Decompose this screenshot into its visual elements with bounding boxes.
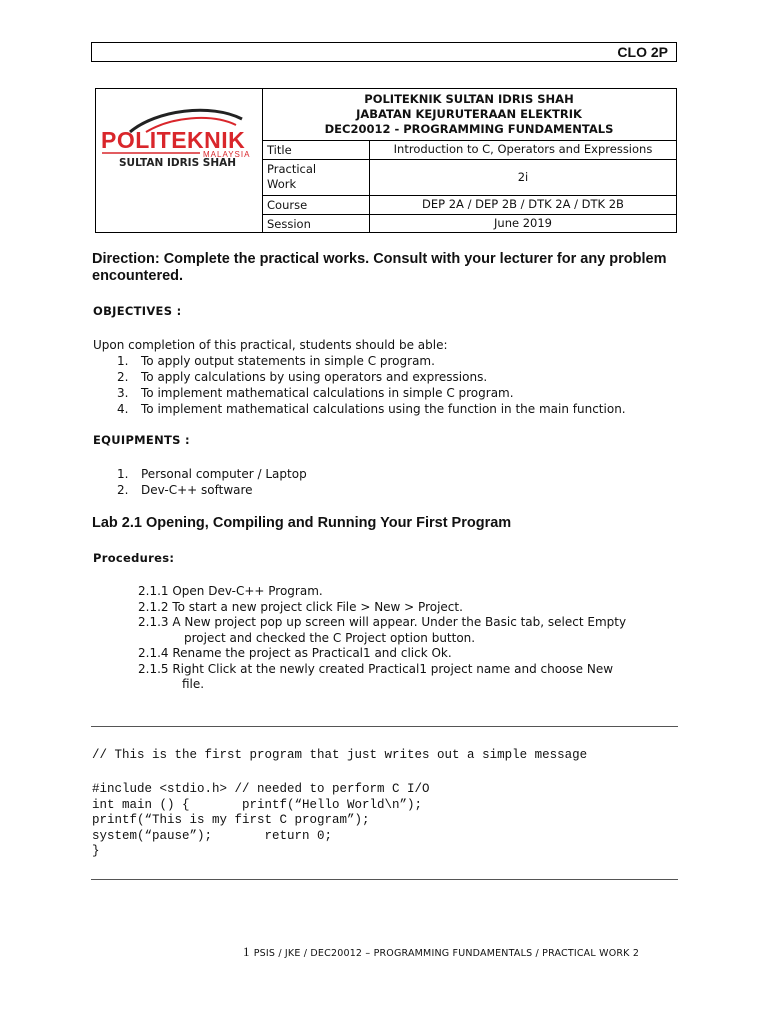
row-session-value: June 2019 bbox=[369, 215, 676, 233]
row-course-value: DEP 2A / DEP 2B / DTK 2A / DTK 2B bbox=[369, 196, 676, 214]
code-line: system(“pause”); return 0; bbox=[92, 828, 333, 843]
row-course-key: Course bbox=[267, 198, 308, 212]
procedure-step: 2.1.2 To start a new project click File > New > Project. bbox=[138, 599, 463, 614]
row-session bbox=[262, 214, 676, 233]
procedure-step-line2: file. bbox=[182, 677, 205, 691]
item-text: Personal computer / Laptop bbox=[141, 467, 307, 481]
department-name: JABATAN KEJURUTERAAN ELEKTRIK bbox=[356, 107, 582, 121]
page-footer bbox=[243, 944, 639, 960]
page-number: 1 bbox=[243, 944, 250, 959]
procedure-step bbox=[138, 662, 678, 693]
header-table bbox=[95, 88, 677, 233]
logo-country: MALAYSIA bbox=[203, 150, 251, 159]
procedure-step-line1: 2.1.3 A New project pop up screen will appear. Under the Basic tab, select Empty bbox=[138, 615, 627, 629]
clo-label: CLO 2P bbox=[617, 44, 668, 60]
direction-text: Direction: Complete the practical works. Consult with your lecturer for any problem encountered. bbox=[92, 251, 667, 284]
row-title-key: Title bbox=[267, 143, 292, 157]
item-number: 1. bbox=[117, 467, 129, 481]
logo-campus: SULTAN IDRIS SHAH bbox=[119, 157, 237, 169]
list-item bbox=[117, 369, 683, 385]
list-item bbox=[117, 401, 683, 417]
item-number: 2. bbox=[117, 483, 129, 497]
item-number: 4. bbox=[117, 402, 129, 416]
code-line: int main () { printf(“Hello World\n”); bbox=[92, 797, 423, 812]
row-title bbox=[262, 140, 676, 159]
objectives-intro: Upon completion of this practical, students should be able: bbox=[93, 338, 448, 352]
list-item bbox=[117, 353, 683, 369]
code-bottom-rule bbox=[91, 879, 678, 880]
code-line: #include <stdio.h> // needed to perform C I/O bbox=[92, 782, 430, 796]
footer-text: PSIS / JKE / DEC20012 – PROGRAMMING FUNDAMENTALS / PRACTICAL WORK 2 bbox=[253, 948, 640, 959]
procedures-heading: Procedures: bbox=[93, 551, 175, 565]
row-course bbox=[262, 195, 676, 214]
row-practical-key-line2: Work bbox=[267, 177, 297, 191]
logo-wordmark: POLITEKNIK bbox=[101, 127, 246, 153]
item-text: Dev-C++ software bbox=[141, 483, 253, 497]
row-title-value: Introduction to C, Operators and Expressions bbox=[369, 141, 676, 159]
institution-block bbox=[262, 92, 676, 137]
code-comment: // This is the first program that just writes out a simple message bbox=[92, 748, 588, 762]
row-practical-work-key bbox=[267, 162, 316, 192]
objectives-block bbox=[93, 337, 683, 417]
item-text: To implement mathematical calculations in simple C program. bbox=[141, 386, 514, 400]
objectives-list bbox=[117, 353, 683, 417]
code-top-rule bbox=[91, 726, 678, 727]
procedure-step: 2.1.4 Rename the project as Practical1 and click Ok. bbox=[138, 646, 452, 660]
equipments-heading: EQUIPMENTS : bbox=[93, 433, 190, 447]
code-line: printf(“This is my first C program”); bbox=[92, 813, 370, 827]
row-practical-work bbox=[262, 159, 676, 195]
code-line: } bbox=[92, 844, 100, 858]
objectives-heading: OBJECTIVES : bbox=[93, 304, 182, 318]
row-practical-work-value: 2i bbox=[369, 160, 676, 195]
list-item bbox=[117, 482, 617, 498]
item-number: 3. bbox=[117, 386, 129, 400]
row-practical-key-line1: Practical bbox=[267, 162, 317, 176]
lab-title: Lab 2.1 Opening, Compiling and Running Your First Program bbox=[92, 515, 512, 531]
clo-box bbox=[91, 42, 677, 62]
item-number: 1. bbox=[117, 354, 129, 368]
list-item bbox=[117, 466, 617, 482]
item-text: To apply calculations by using operators and expressions. bbox=[141, 370, 488, 384]
course-title: DEC20012 - PROGRAMMING FUNDAMENTALS bbox=[324, 122, 614, 136]
item-text: To apply output statements in simple C program. bbox=[141, 354, 435, 368]
item-text: To implement mathematical calculations using the function in the main function. bbox=[141, 402, 626, 416]
item-number: 2. bbox=[117, 370, 129, 384]
list-item bbox=[117, 385, 683, 401]
institution-name: POLITEKNIK SULTAN IDRIS SHAH bbox=[364, 92, 574, 106]
procedure-step: 2.1.1 Open Dev-C++ Program. bbox=[138, 584, 323, 598]
equipments-block bbox=[117, 466, 617, 498]
row-session-key: Session bbox=[267, 217, 311, 231]
procedure-step bbox=[138, 615, 678, 646]
info-cell bbox=[262, 89, 676, 232]
procedure-step-line1: 2.1.5 Right Click at the newly created Practical1 project name and choose New bbox=[138, 661, 614, 676]
logo-cell bbox=[96, 89, 263, 232]
code-block bbox=[92, 782, 430, 860]
procedure-step-line2: project and checked the C Project option button. bbox=[184, 630, 476, 645]
equipments-list bbox=[117, 466, 617, 498]
procedures-list bbox=[138, 584, 678, 693]
